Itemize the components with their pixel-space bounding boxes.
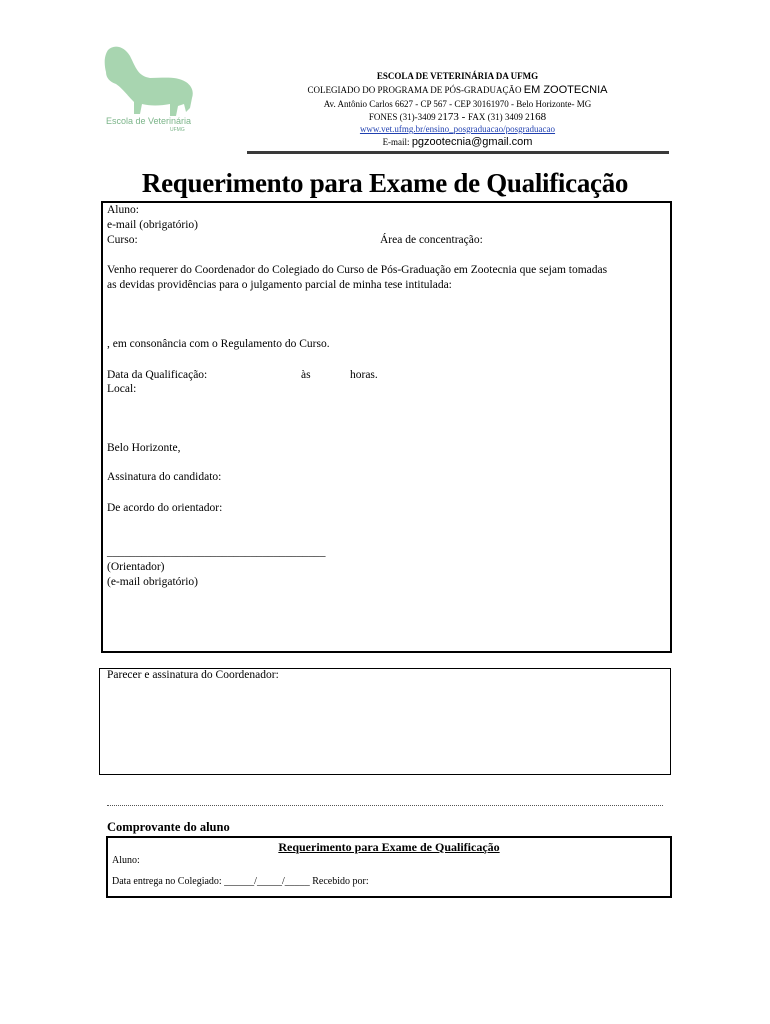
- signature-line: ______________________________________: [107, 546, 326, 558]
- parecer-box: [99, 668, 671, 775]
- colegiado-text: COLEGIADO DO PROGRAMA DE PÓS-GRADUAÇÃO: [307, 85, 522, 95]
- phones-d: 168: [529, 111, 547, 123]
- logo-sub: UFMG: [170, 127, 185, 133]
- phones-a: FONES (31)-3409 2: [368, 112, 443, 122]
- colegiado-line: [250, 84, 665, 96]
- curso-label: Curso:: [107, 234, 138, 246]
- escola-veterinaria-logo: [100, 42, 210, 142]
- colegiado-big: EM ZOOTECNIA: [523, 84, 608, 96]
- area-label: Área de concentração:: [380, 234, 483, 246]
- request-text-line2: as devidas providências para o julgamento parcial de minha tese intitulada:: [107, 279, 452, 291]
- email-label-field: e-mail (obrigatório): [107, 219, 199, 231]
- school-name: ESCOLA DE VETERINÁRIA DA UFMG: [376, 71, 539, 81]
- website-link[interactable]: www.vet.ufmg.br/ensino_posgraduacao/posgraduacao: [359, 124, 556, 134]
- header-divider: [247, 151, 669, 154]
- request-text-line1: Venho requerer do Coordenador do Colegiado do Curso de Pós-Graduação em Zootecnia que sejam tomadas: [107, 264, 608, 276]
- email-label: E-mail:: [382, 137, 412, 147]
- phones: [250, 111, 665, 123]
- comprovante-heading: Comprovante do aluno: [107, 820, 230, 834]
- comprovante-title: Requerimento para Exame de Qualificação: [278, 840, 500, 854]
- aluno-label: Aluno:: [107, 204, 139, 216]
- consonancia-text: , em consonância com o Regulamento do Curso.: [107, 338, 330, 350]
- data-qualificacao-label: Data da Qualificação:: [107, 369, 208, 381]
- comprovante-entrega-label: Data entrega no Colegiado: ______/_____/_____ Recebido por:: [112, 876, 369, 887]
- address: Av. Antônio Carlos 6627 - CP 567 - CEP 30161970 - Belo Horizonte- MG: [323, 99, 592, 109]
- cut-line: [107, 805, 663, 807]
- acordo-orientador-label: De acordo do orientador:: [107, 502, 223, 514]
- assinatura-candidato-label: Assinatura do candidato:: [107, 471, 222, 483]
- phones-c: FAX (31) 3409 2: [468, 112, 530, 122]
- orientador-email-label: (e-mail obrigatório): [107, 576, 199, 588]
- phones-b: 173 -: [442, 111, 469, 123]
- logo-name: Escola de Veterinária: [106, 116, 192, 126]
- email-line: [250, 136, 665, 148]
- horas-label: horas.: [350, 369, 378, 381]
- local-label: Local:: [107, 383, 137, 395]
- parecer-label: Parecer e assinatura do Coordenador:: [107, 669, 279, 681]
- comprovante-aluno-label: Aluno:: [112, 855, 140, 866]
- orientador-label: (Orientador): [107, 561, 165, 573]
- page-title: Requerimento para Exame de Qualificação: [141, 168, 629, 198]
- email-address: pgzootecnia@gmail.com: [411, 136, 533, 148]
- cidade-label: Belo Horizonte,: [107, 442, 181, 454]
- as-label: às: [301, 369, 311, 381]
